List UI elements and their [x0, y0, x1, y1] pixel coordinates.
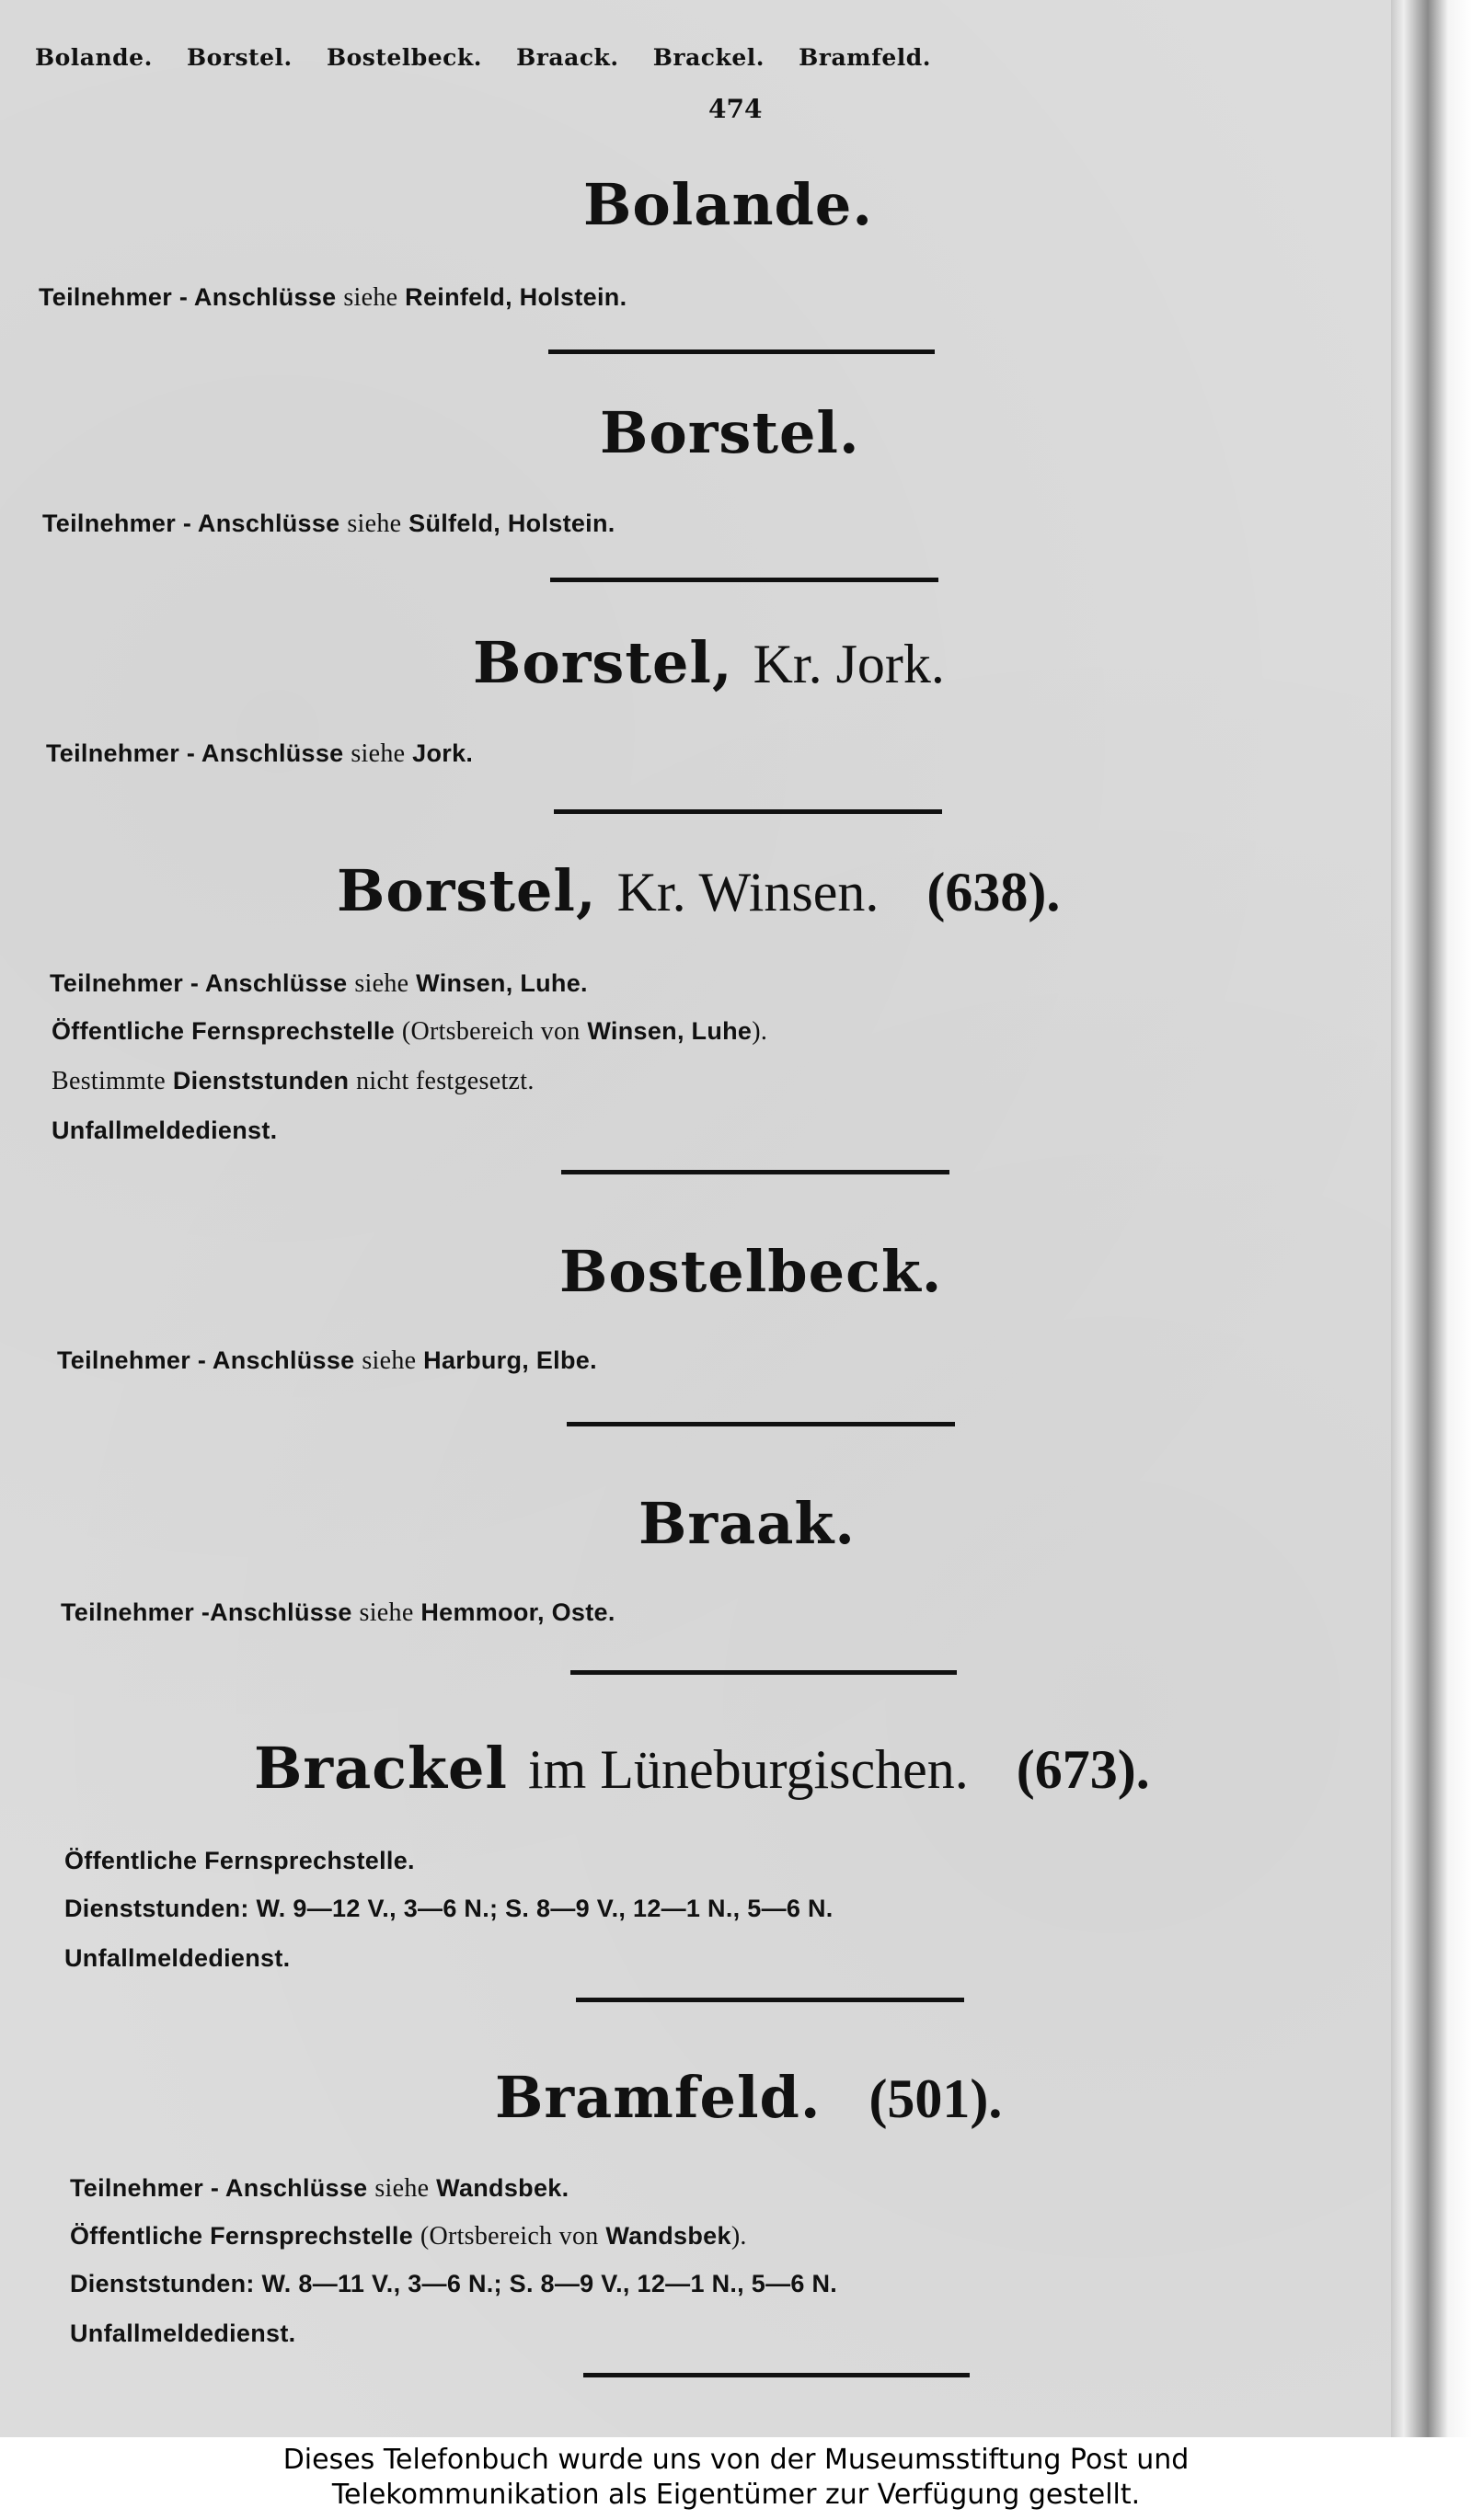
running-head-item: Bolande.: [35, 44, 153, 71]
entry-line: [64, 1944, 290, 1973]
entry-title-borstel-jork: [473, 629, 945, 696]
entry-line: [70, 2320, 295, 2348]
entry-title-bramfeld: [495, 2064, 1002, 2131]
line-connector: siehe: [347, 510, 402, 538]
entry-code: (673).: [1016, 1739, 1150, 1800]
separator-rule: [570, 1670, 957, 1675]
line-label: Dienststunden:: [70, 2270, 255, 2297]
line-reference: Wandsbek: [605, 2222, 731, 2250]
entry-name: Borstel,: [337, 857, 597, 924]
entry-line: [64, 1895, 834, 1923]
footer-credit: [0, 2437, 1472, 2520]
entry-district: Kr. Winsen.: [616, 862, 880, 922]
entry-title-brackel: [254, 1735, 1150, 1802]
separator-rule: [550, 578, 938, 582]
running-head-item: Bostelbeck.: [326, 44, 482, 71]
entry-line: [70, 2222, 747, 2251]
line-reference: Wandsbek.: [436, 2174, 569, 2202]
entry-name: Bolande.: [583, 171, 873, 238]
line-label: Unfallmeldedienst.: [70, 2320, 296, 2347]
entry-district: im Lüneburgischen.: [527, 1739, 969, 1800]
line-reference: Winsen, Luhe.: [416, 969, 588, 997]
line-reference: Winsen, Luhe: [587, 1017, 753, 1045]
separator-rule: [576, 1998, 964, 2002]
running-head-item: Borstel.: [187, 44, 293, 71]
page-edge: [1391, 0, 1472, 2437]
footer-line: Telekommunikation als Eigentümer zur Verfügung gestellt.: [331, 2479, 1141, 2511]
entry-code: (638).: [926, 862, 1061, 922]
entry-line: [52, 1067, 535, 1096]
line-connector: siehe: [362, 1346, 417, 1375]
entry-line: [61, 1598, 615, 1628]
line-value: W. 9—12 V., 3—6 N.; S. 8—9 V., 12—1 N., 5—6 N.: [256, 1895, 834, 1922]
running-head-item: Bramfeld.: [799, 44, 931, 71]
line-label: Teilnehmer - Anschlüsse: [70, 2174, 368, 2202]
separator-rule: [548, 349, 935, 354]
line-reference: Sülfeld, Holstein.: [408, 510, 615, 537]
line-connector: siehe: [354, 969, 409, 998]
line-label: Teilnehmer - Anschlüsse: [42, 510, 340, 537]
line-prefix: Bestimmte: [52, 1067, 167, 1095]
line-label: Teilnehmer - Anschlüsse: [46, 739, 344, 767]
line-reference: Reinfeld, Holstein.: [405, 283, 627, 311]
entry-line: [42, 510, 615, 539]
entry-name: Bramfeld.: [495, 2064, 822, 2131]
line-label: Öffentliche Fernsprechstelle: [52, 1017, 396, 1045]
line-connector: siehe: [359, 1598, 414, 1627]
line-label: Unfallmeldedienst.: [52, 1117, 278, 1144]
line-connector: (Ortsbereich von: [401, 1017, 581, 1046]
entry-title-borstel-winsen: [337, 857, 1060, 924]
separator-rule: [554, 809, 942, 814]
entry-line: [70, 2270, 837, 2298]
line-reference: Jork.: [412, 739, 474, 767]
entry-title-borstel: [600, 399, 860, 466]
entry-code: (501).: [868, 2068, 1003, 2129]
entry-line: [52, 1017, 767, 1047]
footer-line: Dieses Telefonbuch wurde uns von der Museumsstiftung Post und: [282, 2444, 1190, 2476]
line-connector: siehe: [351, 739, 406, 768]
line-connector: siehe: [343, 283, 398, 312]
line-label: Teilnehmer - Anschlüsse: [57, 1346, 355, 1374]
separator-rule: [567, 1422, 955, 1426]
line-label: Dienststunden:: [64, 1895, 249, 1922]
entry-line: [64, 1847, 415, 1875]
line-connector: siehe: [374, 2174, 430, 2203]
entry-line: [39, 283, 627, 313]
line-closing: ).: [752, 1017, 768, 1046]
running-head-item: Braack.: [516, 44, 619, 71]
separator-rule: [583, 2373, 970, 2377]
entry-line: [46, 739, 473, 769]
entry-line: [52, 1117, 277, 1145]
line-label: Teilnehmer - Anschlüsse: [50, 969, 348, 997]
entry-district: Kr. Jork.: [753, 634, 945, 694]
entry-title-bostelbeck: [559, 1238, 942, 1305]
line-label: Unfallmeldedienst.: [64, 1944, 291, 1972]
line-closing: ).: [730, 2222, 747, 2251]
line-label: Teilnehmer -Anschlüsse: [61, 1598, 352, 1626]
entry-name: Borstel.: [600, 399, 860, 466]
entry-name: Braak.: [638, 1490, 856, 1557]
entry-name: Borstel,: [473, 629, 733, 696]
entry-line: [70, 2174, 569, 2204]
entry-name: Brackel: [254, 1735, 508, 1802]
line-connector: (Ortsbereich von: [420, 2222, 599, 2251]
entry-title-braak: [638, 1490, 856, 1557]
line-reference: Hemmoor, Oste.: [420, 1598, 615, 1626]
line-label: Teilnehmer - Anschlüsse: [39, 283, 337, 311]
line-value: W. 8—11 V., 3—6 N.; S. 8—9 V., 12—1 N., 5—6 N.: [261, 2270, 838, 2297]
page-number: 474: [708, 94, 763, 124]
entry-line: [50, 969, 588, 999]
entry-title-bolande: [583, 171, 873, 238]
entry-name: Bostelbeck.: [559, 1238, 943, 1305]
line-label: Öffentliche Fernsprechstelle: [70, 2222, 414, 2250]
entry-line: [57, 1346, 597, 1376]
separator-rule: [561, 1170, 949, 1174]
running-head: [35, 44, 957, 71]
line-label: Dienststunden: [172, 1067, 350, 1094]
line-value: nicht festgesetzt.: [356, 1067, 535, 1095]
line-label: Öffentliche Fernsprechstelle.: [64, 1847, 415, 1874]
running-head-item: Brackel.: [652, 44, 765, 71]
line-reference: Harburg, Elbe.: [423, 1346, 597, 1374]
